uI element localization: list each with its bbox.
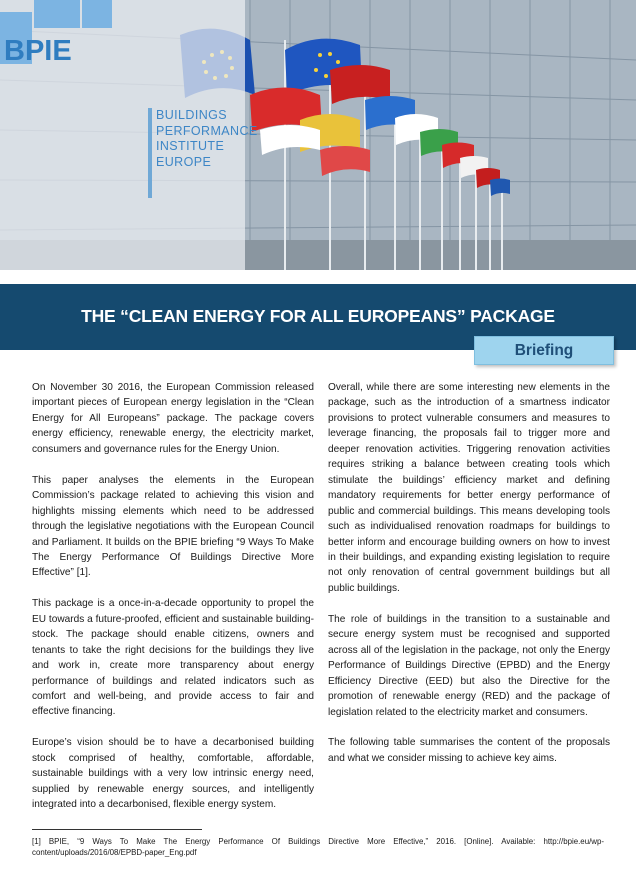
briefing-label: Briefing [474,336,614,365]
logo-divider [148,108,152,198]
body-column-left [32,380,314,828]
logo-text [156,108,258,170]
paragraph: Europe’s vision should be to have a decarbonised building stock comprised of healthy, comfortable, affordable, sustainable buildings with a very low intrinsic energy need, supplied by renewable energy sources, and intelligently integrated into a decarbonised, flexible energy system. [32,737,314,811]
footnote: [1] BPIE, “9 Ways To Make The Energy Performance Of Buildings Directive More Effective,” 2016. [Online]. Available: http://bpie.eu/wp-content/uploads/2016/08/EPBD-paper_Eng.pdf [32,837,604,857]
header-gap [0,270,636,284]
logo-abbrev: BPIE [4,35,72,66]
bpie-logo-icon [0,0,112,66]
paragraph: The role of buildings in the transition to a sustainable and secure energy system must be recognised and supported across all of the legislation in the package, not only the Energy Performance of Buildings Directive (EPBD) and the Energy Efficiency Directive (EED) but also the Directive for the promotion of renewable energy (RED) and the package of legislation related to the electricity market and consumers. [328,613,610,718]
logo-line: EUROPE [156,154,212,169]
paragraph: This package is a once-in-a-decade opportunity to propel the EU towards a future-proofed, efficient and sustainable building-stock. The package should enable citizens, owners and tenants to take the right decisions for the buildings they live and work in, create more transparency about energy performance of buildings and related indicators such as comfort and well-being, and provide access to fair and effective financing. [32,598,314,718]
logo-line: BUILDINGS [156,108,227,122]
footnote-rule [32,829,202,830]
logo-line: PERFORMANCE [156,123,258,138]
paragraph: On November 30 2016, the European Commission released important pieces of European energy legislation in the “Clean Energy for All Europeans” package. The package covers energy efficiency, renewable energy, the electricity market, consumers and governance rules for the Energy Union. [32,382,314,455]
paragraph: This paper analyses the elements in the European Commission’s package related to achieving this vision and highlights missing elements which need to be addressed through the legislative negotiations with the European Council and Parliament. It builds on the BPIE briefing “9 Ways To Make The Energy Performance Of Buildings Directive More Effective” [1]. [32,474,314,579]
paragraph: The following table summarises the content of the proposals and what we consider missing to achieve key aims. [328,737,610,764]
paragraph: Overall, while there are some interesting new elements in the package, such as the introduction of a smartness indicator provisions to protect vulnerable consumers and measures to leverage financing, the proposals fail to trigger more and deeper renovation activities. Triggering renovation activities requires striking a balance between creating tools which stimulate the buildings’ efficiency market and defining mandatory requirements for better energy performance of public and commercial buildings. This means developing tools such as individualised renovation roadmaps for buildings to better inform and encourage building owners on how to invest in their buildings, and expanding existing legislation to require not only renovation of central government buildings but all public buildings. [328,382,610,594]
logo-line: INSTITUTE [156,139,225,153]
page-title: THE “CLEAN ENERGY FOR ALL EUROPEANS” PACKAGE [81,306,555,326]
hero-photo [0,0,636,270]
body-column-right [328,380,610,782]
